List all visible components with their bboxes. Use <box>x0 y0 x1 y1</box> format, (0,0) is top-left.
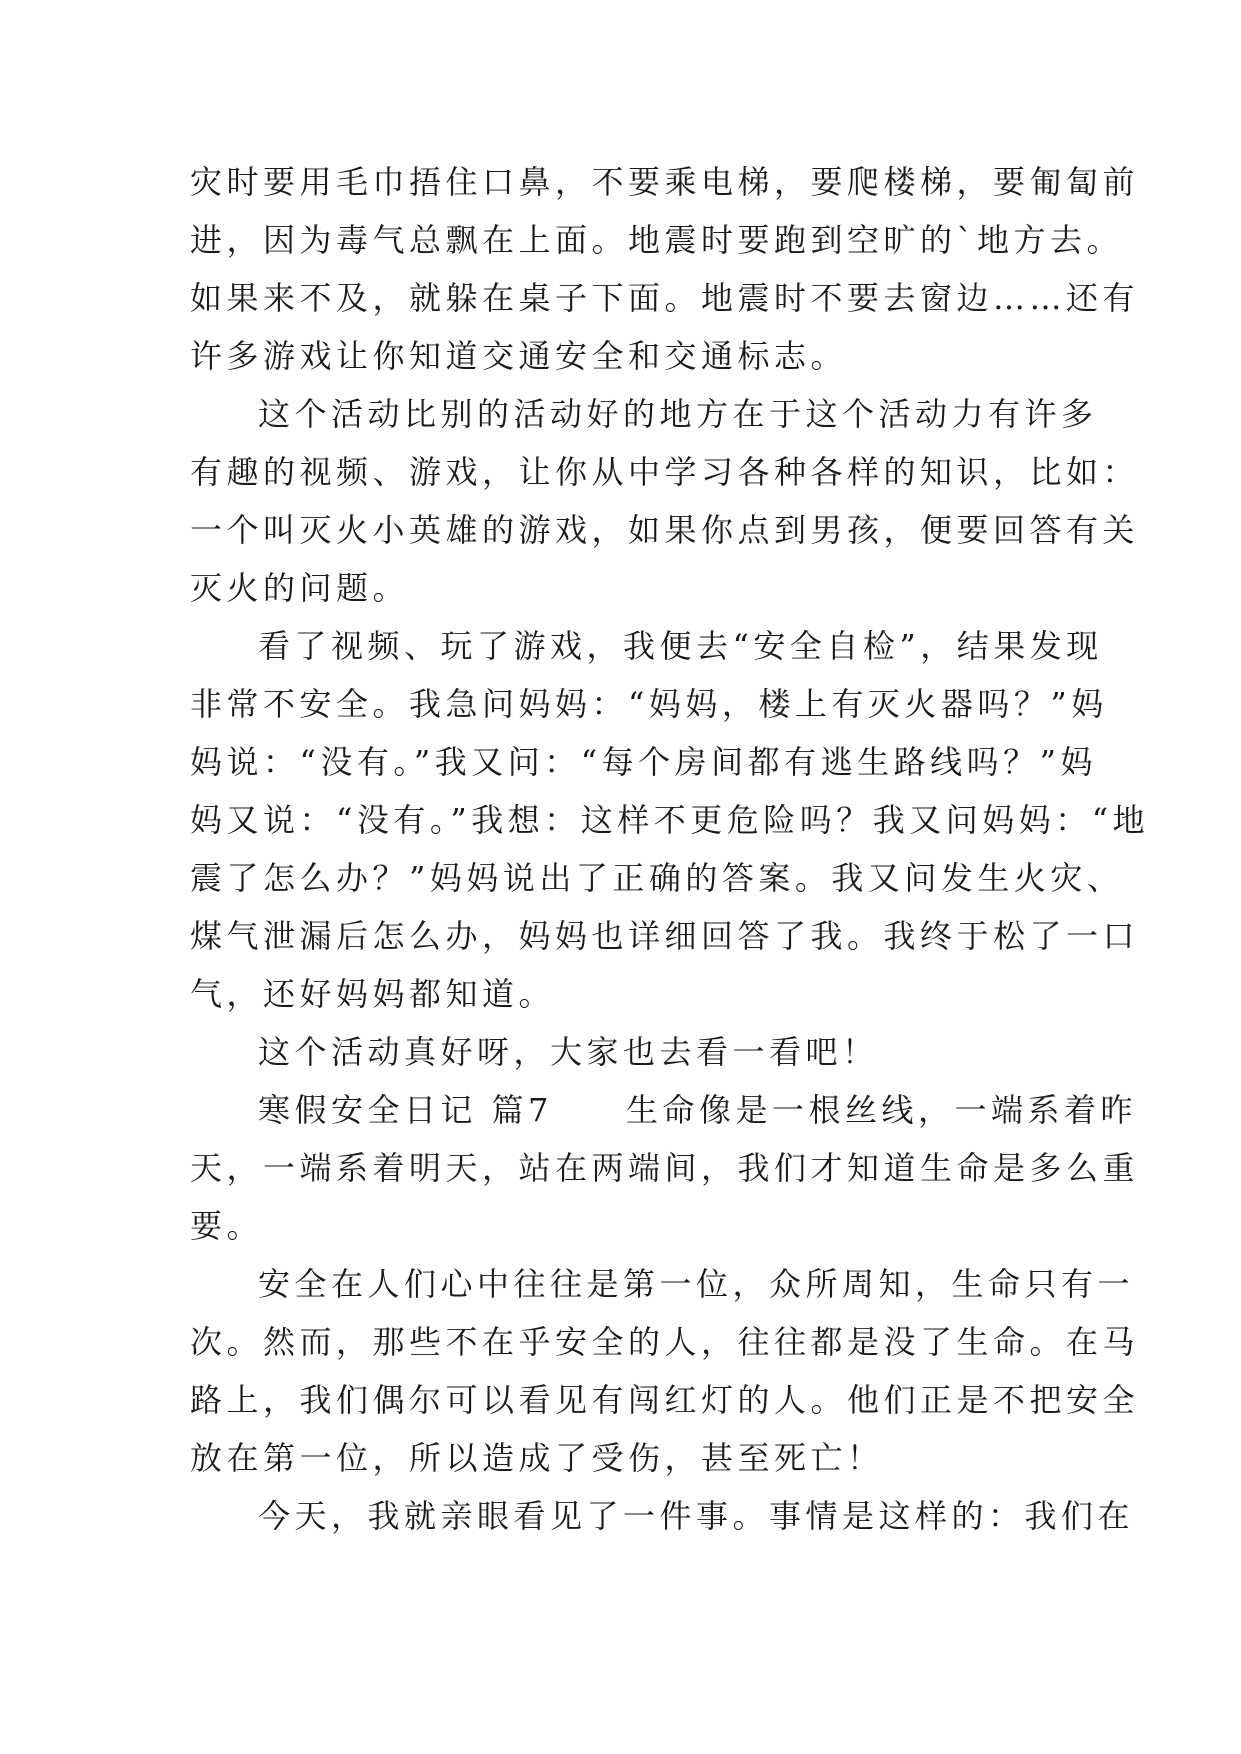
text-line: 灾时要用毛巾捂住口鼻，不要乘电梯，要爬楼梯，要匍匐前 <box>190 163 1140 201</box>
text-line: 妈又说：“没有。”我想：这样不更危险吗？我又问妈妈：“地 <box>190 801 1150 839</box>
text-line: 煤气泄漏后怎么办，妈妈也详细回答了我。我终于松了一口 <box>190 917 1140 955</box>
paragraph-first-line: 今天，我就亲眼看见了一件事。事情是这样的：我们在 <box>258 1497 1135 1535</box>
paragraph-first-line: 这个活动比别的活动好的地方在于这个活动力有许多 <box>258 395 1098 433</box>
text-line: 有趣的视频、游戏，让你从中学习各种各样的知识，比如： <box>190 453 1140 491</box>
text-line: 非常不安全。我急问妈妈：“妈妈，楼上有灭火器吗？”妈 <box>190 685 1108 723</box>
section-heading-line: 寒假安全日记 篇7 生命像是一根丝线，一端系着昨 <box>258 1091 1138 1129</box>
text-line: 如果来不及，就躲在桌子下面。地震时不要去窗边……还有 <box>190 279 1140 317</box>
text-line: 要。 <box>190 1207 264 1245</box>
text-line: 放在第一位，所以造成了受伤，甚至死亡！ <box>190 1439 884 1477</box>
text-line: 路上，我们偶尔可以看见有闯红灯的人。他们正是不把安全 <box>190 1381 1140 1419</box>
text-line: 妈说：“没有。”我又问：“每个房间都有逃生路线吗？”妈 <box>190 743 1097 781</box>
text-line: 天，一端系着明天，站在两端间，我们才知道生命是多么重 <box>190 1149 1140 1187</box>
paragraph-first-line: 看了视频、玩了游戏，我便去“安全自检”，结果发现 <box>258 627 1103 665</box>
text-line: 次。然而，那些不在乎安全的人，往往都是没了生命。在马 <box>190 1323 1140 1361</box>
text-line: 一个叫灭火小英雄的游戏，如果你点到男孩，便要回答有关 <box>190 511 1140 549</box>
text-line: 震了怎么办？”妈妈说出了正确的答案。我又问发生火灾、 <box>190 859 1124 897</box>
paragraph-first-line: 这个活动真好呀，大家也去看一看吧！ <box>258 1033 879 1071</box>
text-line: 灭火的问题。 <box>190 569 410 607</box>
document-page <box>190 153 1150 1545</box>
text-line: 许多游戏让你知道交通安全和交通标志。 <box>190 337 848 375</box>
text-line: 进，因为毒气总飘在上面。地震时要跑到空旷的`地方去。 <box>190 221 1124 259</box>
paragraph-first-line: 安全在人们心中往往是第一位，众所周知，生命只有一 <box>258 1265 1135 1303</box>
text-line: 气，还好妈妈都知道。 <box>190 975 556 1013</box>
